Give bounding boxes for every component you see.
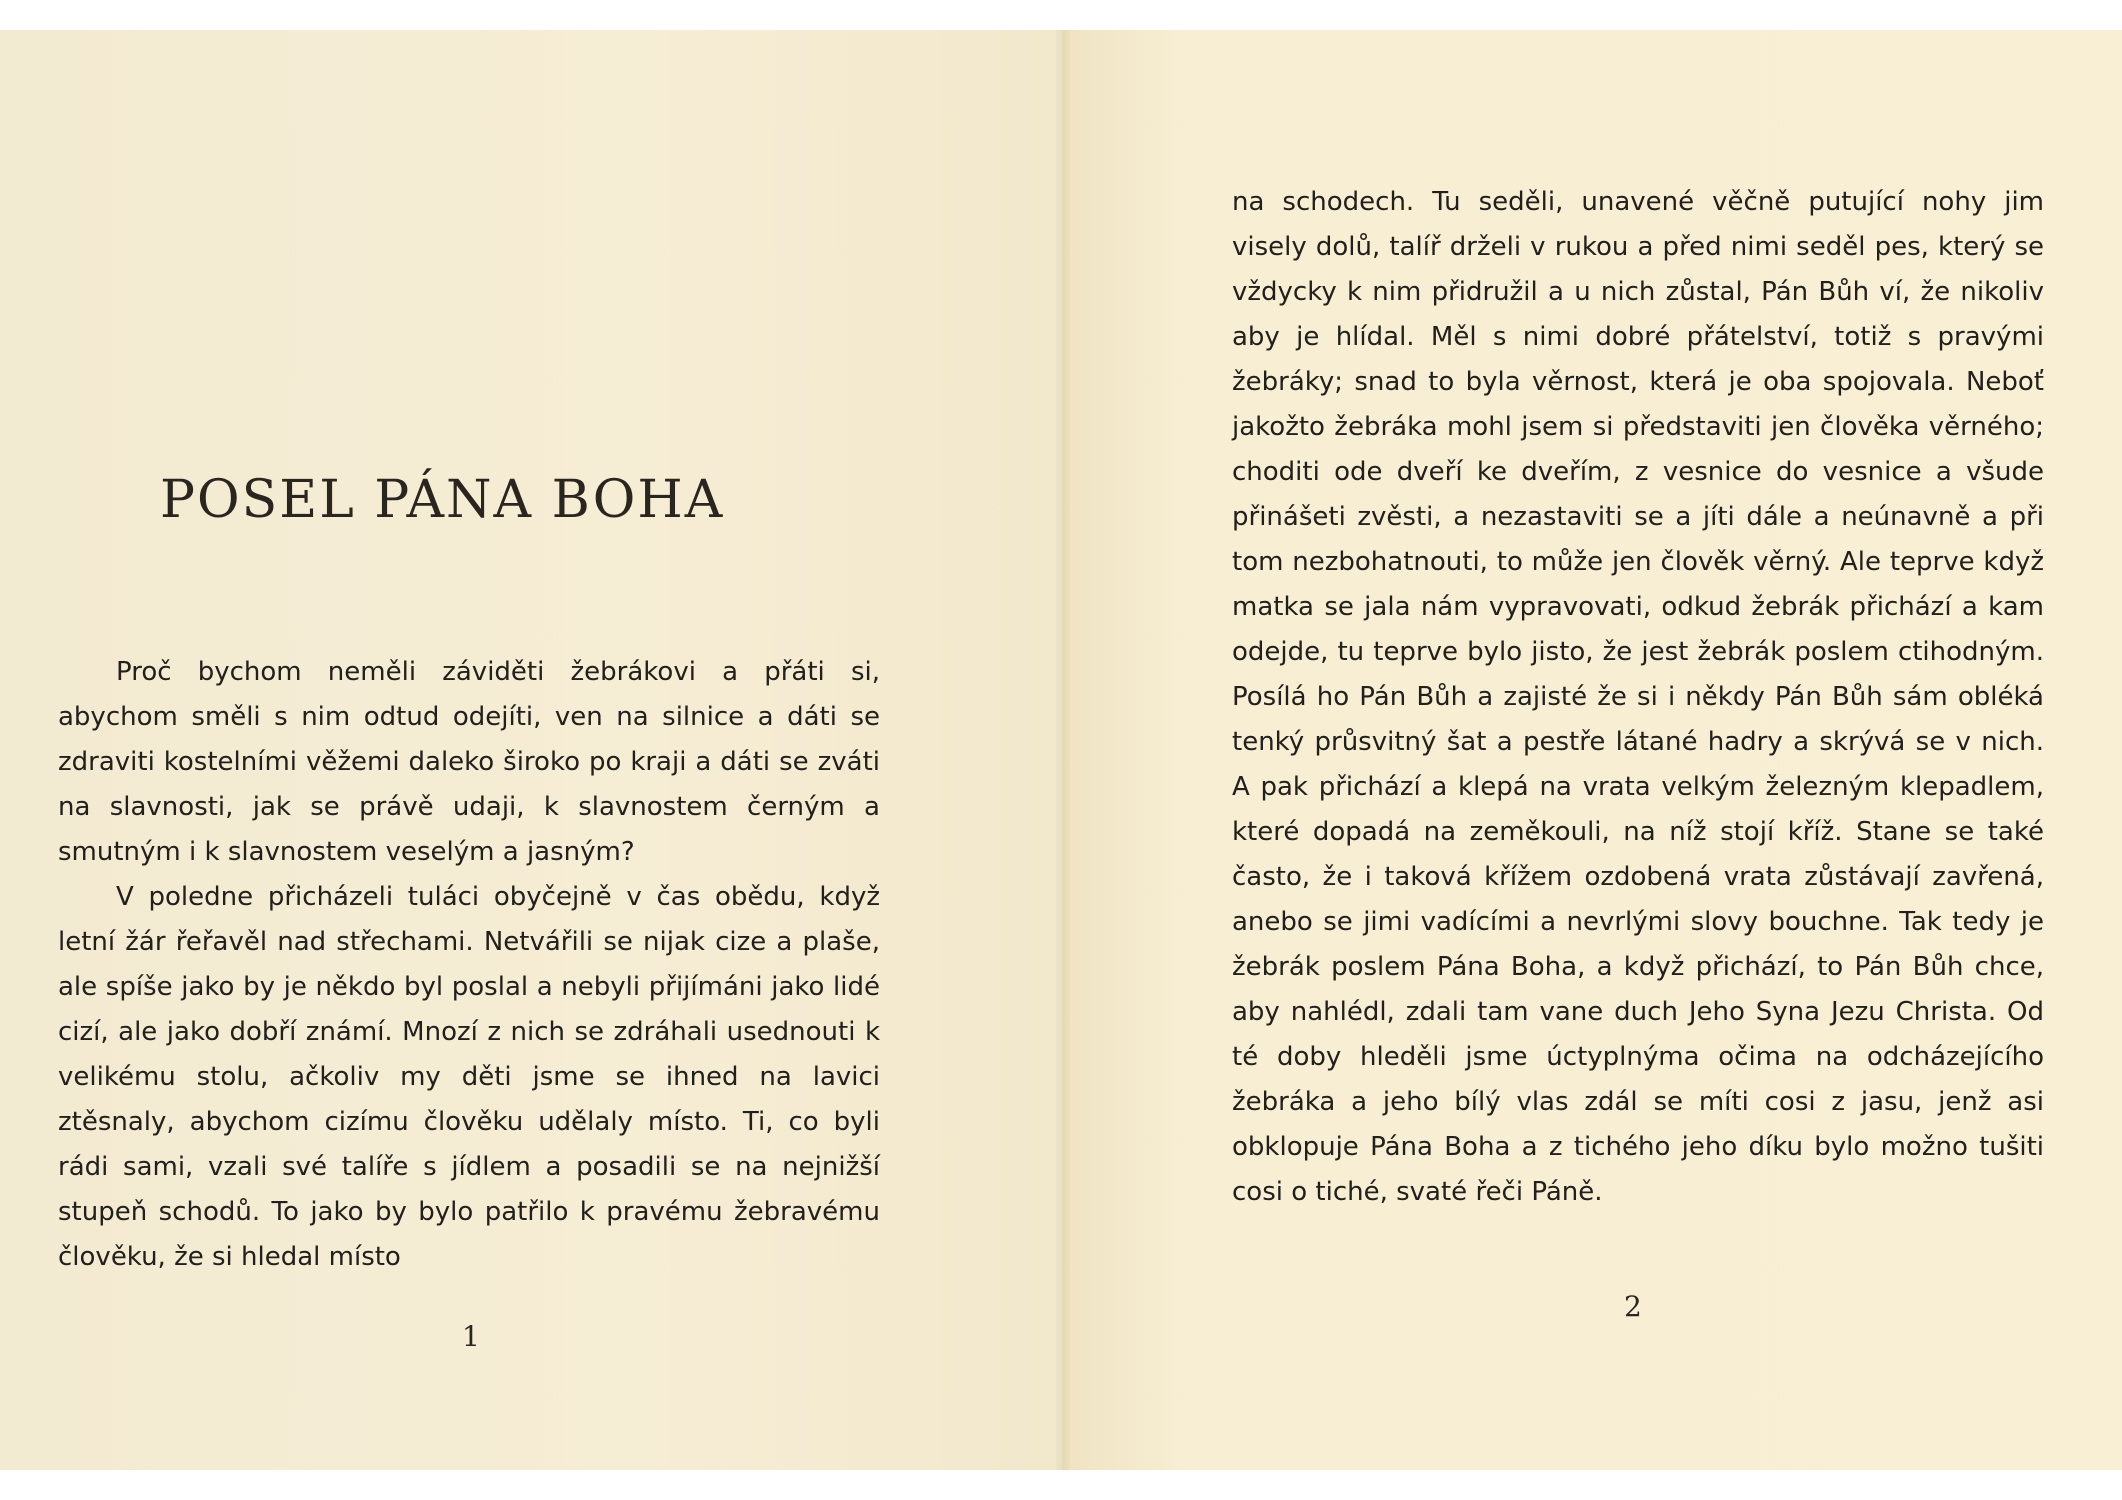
page-number-right: 2 [1624,1290,1642,1323]
book-spine [1056,30,1070,1470]
right-page-text [1232,180,2044,1215]
chapter-title: POSEL PÁNA BOHA [160,470,725,530]
left-page-text [58,650,880,1280]
paragraph: Proč bychom neměli záviděti žebrákovi a přáti si, abychom směli s nim odtud odejíti, ven na silnice a dáti se zdraviti kostelními věžemi daleko široko po kraji a dáti se zváti na slavnosti, jak se právě udaji, k slavnostem černým a smutným i k slavnostem veselým a jasným? [58,657,880,867]
paragraph: na schodech. Tu seděli, unavené věčně putující nohy jim visely dolů, talíř drželi v rukou a před nimi seděl pes, který se vždycky k nim přidružil a u nich zůstal, Pán Bůh ví, že nikoliv aby je hlídal. Měl s nimi dobré přátelství, totiž s pravými žebráky; snad to byla věrnost, která je oba spojovala. Neboť jakožto žebráka mohl jsem si představiti jen člověka věrného; choditi ode dveří ke dveřím, z vesnice do vesnice a všude přinášeti zvěsti, a nezastaviti se a jíti dále a neúnavně a při tom nezbohatnouti, to může jen člověk věrný. Ale teprve když matka se jala nám vypravovati, odkud žebrák přichází a kam odejde, tu teprve bylo jisto, že jest žebrák poslem ctihodným. Posílá ho Pán Bůh a zajisté že si i někdy Pán Bůh sám obléká tenký průsvitný šat a pestře látané hadry a skrývá se v nich. A pak přichází a klepá na vrata velkým železným klepadlem, které dopadá na zeměkouli, na níž stojí kříž. Stane se také často, že i taková křížem ozdobená vrata zůstávají zavřená, anebo se jimi vadícími a nevrlými slovy bouchne. Tak tedy je žebrák poslem Pána Boha, a když přichází, to Pán Bůh chce, aby nahlédl, zdali tam vane duch Jeho Syna Jezu Christa. Od té doby hleděli jsme úctyplnýma očima na odcházejícího žebráka a jeho bílý vlas zdál se míti cosi z jasu, jenž asi obklopuje Pána Boha a z tichého jeho díku bylo možno tušiti cosi o tiché, svaté řeči Páně. [1232,187,2044,1207]
page-number-left: 1 [462,1320,480,1353]
paragraph: V poledne přicházeli tuláci obyčejně v čas obědu, když letní žár řeřavěl nad střechami. Netvářili se nijak cize a plaše, ale spíše jako by je někdo byl poslal a nebyli přijímáni jako lidé cizí, ale jako dobří známí. Mnozí z nich se zdráhali usednouti k velikému stolu, ačkoliv my děti jsme se ihned na lavici ztěsnaly, abychom cizímu člověku udělaly místo. Ti, co byli rádi sami, vzali své talíře s jídlem a posadili se na nejnižší stupeň schodů. To jako by bylo patřilo k pravému žebravému člověku, že si hledal místo [58,882,880,1272]
